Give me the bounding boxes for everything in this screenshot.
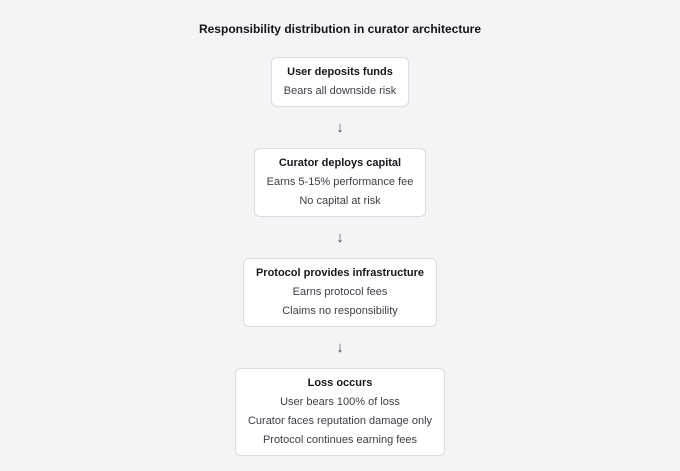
flow-step-curator-deploys-capital xyxy=(254,148,427,217)
flow-step-protocol-provides-infrastructure xyxy=(243,258,437,327)
flow-step-loss-occurs xyxy=(235,368,445,456)
step-detail: User bears 100% of loss xyxy=(280,396,400,408)
step-heading: User deposits funds xyxy=(287,66,393,78)
down-arrow-icon: ↓ xyxy=(336,229,344,246)
down-arrow-icon: ↓ xyxy=(336,339,344,356)
flow-step-user-deposits-funds xyxy=(271,57,410,107)
step-detail: Earns 5-15% performance fee xyxy=(266,176,414,188)
step-detail: Claims no responsibility xyxy=(282,305,398,317)
step-heading: Protocol provides infrastructure xyxy=(255,267,425,279)
step-detail: Curator faces reputation damage only xyxy=(247,415,433,427)
diagram-title: Responsibility distribution in curator architecture xyxy=(198,22,482,36)
step-detail: No capital at risk xyxy=(299,195,381,207)
down-arrow-icon: ↓ xyxy=(336,119,344,136)
step-detail: Bears all downside risk xyxy=(283,85,397,97)
step-detail: Earns protocol fees xyxy=(292,286,388,298)
step-detail: Protocol continues earning fees xyxy=(262,434,418,446)
step-heading: Loss occurs xyxy=(307,377,373,389)
step-heading: Curator deploys capital xyxy=(278,157,402,169)
